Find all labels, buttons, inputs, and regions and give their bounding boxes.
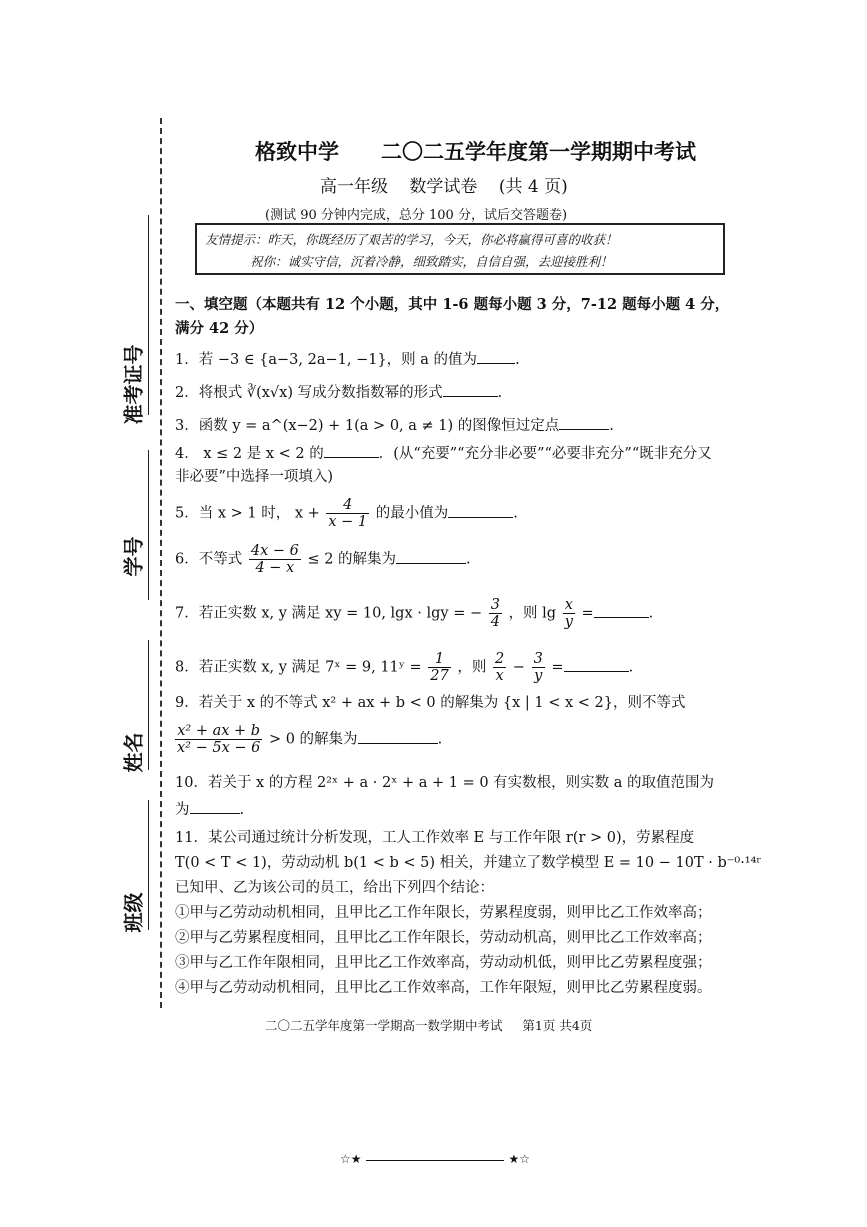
footer-text: 二〇二五学年度第一学期高一数学期中考试 bbox=[265, 1018, 503, 1033]
numerator: 1 bbox=[428, 651, 450, 668]
conclusion-2: ②甲与乙劳累程度相同，且甲比乙工作年限长，劳动动机高，则甲比乙工作效率高； bbox=[175, 930, 712, 946]
question-1: 1．若 −3 ∈ {a−3, 2a−1, −1}，则 a 的值为 . bbox=[175, 349, 520, 370]
equals-sign: = bbox=[581, 605, 594, 622]
numerator: 2 bbox=[494, 651, 505, 667]
denominator: y bbox=[534, 668, 543, 684]
question-4 bbox=[175, 443, 712, 464]
seat-line bbox=[148, 450, 149, 600]
question-3-text: 3．函数 y = a^(x−2) + 1(a > 0, a ≠ 1) 的图像恒过定点 bbox=[175, 418, 560, 434]
answer-blank-9[interactable] bbox=[358, 729, 438, 744]
name-line bbox=[148, 640, 149, 770]
question-3: 3．函数 y = a^(x−2) + 1(a > 0, a ≠ 1) 的图像恒过定点 . bbox=[175, 415, 614, 436]
fraction bbox=[489, 597, 502, 630]
question-2-text: 2．将根式 ∛(x√x) 写成分数指数幂的形式 bbox=[175, 385, 443, 401]
school-name: 格致中学 bbox=[255, 139, 339, 164]
numerator: 3 bbox=[490, 597, 500, 613]
numerator: 3 bbox=[533, 651, 543, 667]
question-11-line-2: T(0 < T < 1)，劳动动机 b(1 < b < 5) 相关，并建立了数学模型 E = 10 − 10T · b⁻⁰·¹⁴ʳ bbox=[175, 855, 762, 871]
question-10-text-b: 为 bbox=[175, 802, 190, 818]
equals-sign: = bbox=[551, 659, 564, 676]
tip-line-1: 友情提示：昨天，你既经历了艰苦的学习，今天，你必将赢得可喜的收获！ bbox=[205, 232, 618, 247]
answer-blank-7[interactable] bbox=[594, 603, 649, 618]
page-footer bbox=[265, 1016, 592, 1034]
question-11-line-3: 已知甲、乙为该公司的员工，给出下列四个结论： bbox=[175, 880, 494, 896]
question-10-line-2: 为 . bbox=[175, 799, 244, 820]
binding-dashed-line bbox=[160, 118, 162, 1008]
fraction bbox=[563, 597, 575, 630]
section-heading-2: 满分 42 分） bbox=[175, 320, 264, 337]
question-5-text-b: 的最小值为 bbox=[375, 505, 449, 522]
exam-id-line bbox=[148, 215, 149, 415]
denominator: x² − 5x − 6 bbox=[177, 740, 261, 756]
name-label: 姓名 bbox=[121, 732, 146, 773]
question-7-text-b: ，则 lg bbox=[508, 605, 557, 622]
numerator: 4x − 6 bbox=[250, 543, 299, 559]
class-label: 班级 bbox=[121, 892, 146, 933]
section-heading: 一、填空题（本题共有 12 个小题，其中 1-6 题每小题 3 分，7-12 题每小题 4 分， bbox=[175, 296, 730, 313]
ornament-line bbox=[366, 1160, 504, 1161]
grade: 高一年级 bbox=[320, 177, 388, 197]
conclusion-3: ③甲与乙工作年限相同，且甲比乙工作效率高，劳动动机低，则甲比乙劳累程度强； bbox=[175, 955, 712, 971]
question-11: 11．某公司通过统计分析发现，工人工作效率 E 与工作年限 r(r > 0)，劳累程度 bbox=[175, 830, 695, 846]
denominator: x bbox=[495, 668, 504, 684]
fraction bbox=[532, 651, 545, 684]
denominator: y bbox=[564, 614, 573, 630]
denominator: 4 − x bbox=[255, 560, 295, 576]
answer-blank-6[interactable] bbox=[396, 549, 466, 564]
fraction bbox=[428, 651, 450, 684]
question-8: 8．若正实数 x, y 满足 7ˣ = 9, 11ʸ = $\frac{1}{27}$ ，则 $\frac{2}{x}$ − $\frac{3}{y}$ = . bbox=[175, 651, 634, 684]
question-9-line-2: $\frac{\text{x² + ax + b}}{\text{x² − 5x − 6}}$ > 0 的解集为 . bbox=[177, 723, 443, 756]
question-7: 7．若正实数 x, y 满足 xy = 10, lgx · lgy = − $\frac{3}{4}$ ，则 lg $\frac{x}{y}$ = . bbox=[175, 597, 654, 630]
fraction bbox=[249, 543, 301, 576]
question-8-text: 8．若正实数 x, y 满足 7ˣ = 9, 11ʸ = bbox=[175, 659, 422, 676]
question-6-text-b: ≤ 2 的解集为 bbox=[307, 551, 397, 568]
question-4-line-2: 非必要”中选择一项填入) bbox=[175, 469, 334, 485]
minus-sign: − bbox=[512, 659, 525, 676]
conclusion-1: ①甲与乙劳动动机相同，且甲比乙工作年限长，劳累程度弱，则甲比乙工作效率高； bbox=[175, 905, 712, 921]
fraction bbox=[175, 723, 262, 756]
exam-instructions: (测试 90 分钟内完成，总分 100 分，试后交答题卷) bbox=[265, 208, 568, 223]
question-6: 6．不等式 $\frac{4x - 6}{4 - x}$ ≤ 2 的解集为 . bbox=[175, 543, 471, 576]
star-icon-right: ★☆ bbox=[508, 1152, 530, 1166]
answer-blank-4[interactable] bbox=[324, 443, 379, 458]
question-1-text: 1．若 −3 ∈ {a−3, 2a−1, −1}，则 a 的值为 bbox=[175, 352, 478, 368]
question-9-text-b: > 0 的解集为 bbox=[268, 731, 358, 748]
answer-blank-5[interactable] bbox=[448, 503, 513, 518]
numerator: 4 bbox=[326, 497, 369, 514]
subject: 数学试卷 bbox=[409, 177, 478, 197]
class-line bbox=[148, 800, 149, 930]
star-icon-left: ☆★ bbox=[340, 1152, 362, 1166]
denominator: x − 1 bbox=[328, 514, 368, 530]
numerator: x² + ax + b bbox=[175, 723, 262, 740]
exam-id-label: 准考证号 bbox=[121, 344, 146, 425]
fraction bbox=[493, 651, 506, 684]
numerator: x bbox=[563, 597, 575, 614]
question-7-text: 7．若正实数 x, y 满足 xy = 10, lgx · lgy = − bbox=[175, 605, 483, 622]
conclusion-4: ④甲与乙劳动动机相同，且甲比乙工作效率高，工作年限短，则甲比乙劳累程度弱。 bbox=[175, 980, 712, 996]
answer-blank-8[interactable] bbox=[564, 657, 629, 672]
question-10: 10．若关于 x 的方程 2²ˣ + a · 2ˣ + a + 1 = 0 有实数根，则实数 a 的取值范围为 bbox=[175, 775, 715, 791]
page-count: (共 4 页) bbox=[498, 177, 568, 197]
seat-label: 学号 bbox=[121, 536, 146, 577]
question-5: 5．当 x > 1 时， x + $\frac{4}{x - 1}$ 的最小值为 . bbox=[175, 497, 518, 530]
question-5-text: 5．当 x > 1 时， x + bbox=[175, 505, 320, 522]
denominator: 4 bbox=[490, 614, 500, 630]
footer-page: 第1页 共4页 bbox=[522, 1018, 593, 1033]
answer-blank-10[interactable] bbox=[190, 799, 240, 814]
answer-blank-3[interactable] bbox=[559, 415, 609, 430]
exam-title: 二〇二五学年度第一学期期中考试 bbox=[381, 139, 696, 164]
question-4-text-b: ．(从“充要”“充分非必要”“必要非充分”“既非充分又 bbox=[378, 446, 712, 462]
question-9: 9．若关于 x 的不等式 x² + ax + b < 0 的解集为 {x | 1 < x < 2}，则不等式 bbox=[175, 695, 686, 711]
question-6-text: 6．不等式 bbox=[175, 551, 243, 568]
answer-blank-1[interactable] bbox=[477, 349, 515, 364]
question-8-text-b: ，则 bbox=[457, 659, 487, 676]
tip-box bbox=[195, 223, 725, 275]
exam-title-row bbox=[255, 136, 696, 166]
tip-line-2: 祝你：诚实守信，沉着冷静，细致踏实，自信自强，去迎接胜利！ bbox=[250, 254, 613, 269]
answer-blank-2[interactable] bbox=[443, 382, 498, 397]
exam-subtitle bbox=[320, 172, 584, 197]
question-4-text: 4． x ≤ 2 是 x < 2 的 bbox=[175, 446, 324, 462]
denominator: 27 bbox=[430, 668, 449, 684]
question-2: 2．将根式 ∛(x√x) 写成分数指数幂的形式 . bbox=[175, 382, 502, 403]
bottom-ornament bbox=[340, 1152, 530, 1168]
fraction bbox=[326, 497, 369, 530]
